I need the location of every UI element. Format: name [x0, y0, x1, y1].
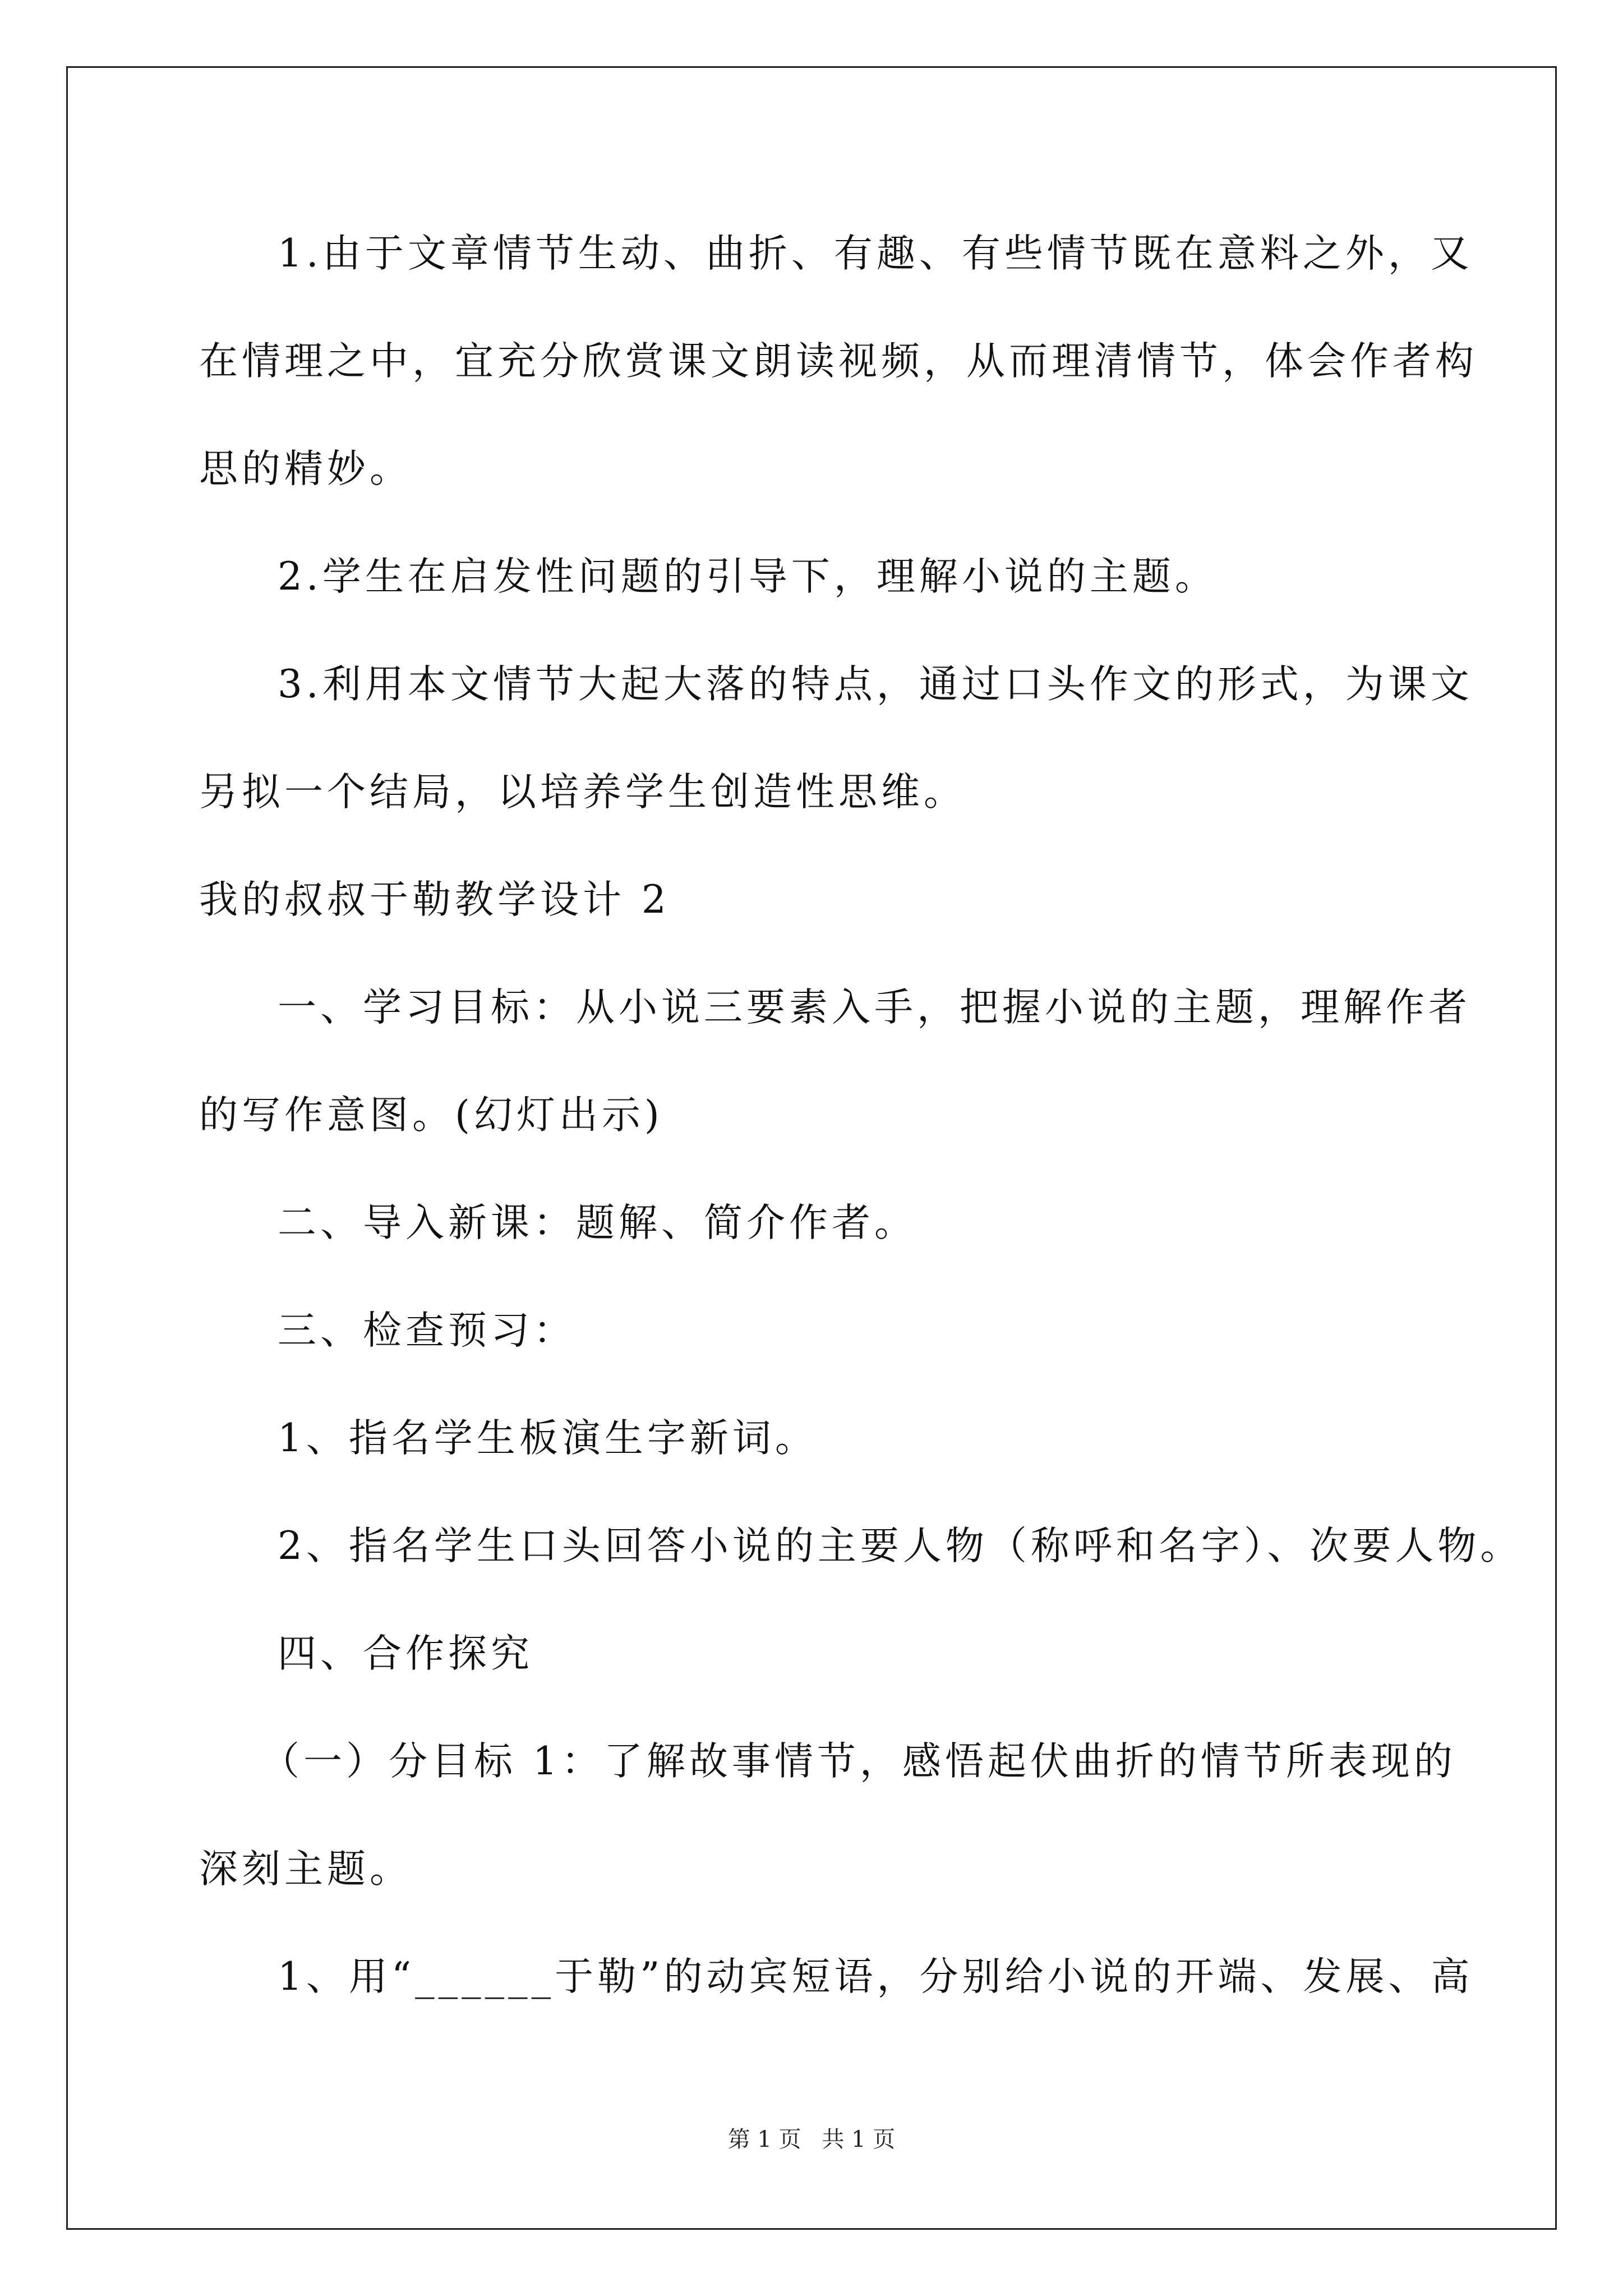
paragraph-line: 2、指名学生口头回答小说的主要人物（称呼和名字）、次要人物。	[278, 1524, 1523, 1568]
page-total: 共 1 页	[822, 2127, 896, 2152]
paragraph-line: 二、导入新课：题解、简介作者。	[278, 1200, 917, 1245]
page-number: 第 1 页	[727, 2127, 801, 2152]
paragraph-line: 2.学生在启发性问题的引导下，理解小说的主题。	[278, 554, 1218, 599]
paragraph-line: 深刻主题。	[199, 1847, 412, 1892]
paragraph-line: （一）分目标 1：了解故事情节，感悟起伏曲折的情节所表现的	[261, 1739, 1456, 1784]
paragraph-line: 思的精妙。	[199, 447, 412, 491]
paragraph-line: 1、指名学生板演生字新词。	[278, 1416, 818, 1461]
paragraph-line: 的写作意图。(幻灯出示)	[199, 1093, 663, 1138]
paragraph-line: 3.利用本文情节大起大落的特点，通过口头作文的形式，为课文	[278, 662, 1473, 707]
paragraph-line: 1、用“______于勒”的动宾短语，分别给小说的开端、发展、高	[278, 1954, 1474, 1999]
section-heading: 我的叔叔于勒教学设计 2	[199, 877, 670, 922]
paragraph-line: 另拟一个结局，以培养学生创造性思维。	[199, 770, 966, 815]
paragraph-line: 在情理之中，宜充分欣赏课文朗读视频，从而理清情节，体会作者构	[199, 339, 1478, 384]
paragraph-line: 一、学习目标：从小说三要素入手，把握小说的主题，理解作者	[278, 985, 1471, 1030]
paragraph-line: 1.由于文章情节生动、曲折、有趣、有些情节既在意料之外，又	[278, 231, 1473, 276]
page-footer	[0, 2122, 1623, 2154]
paragraph-line: 三、检查预习：	[278, 1308, 576, 1353]
paragraph-line: 四、合作探究	[278, 1631, 533, 1676]
